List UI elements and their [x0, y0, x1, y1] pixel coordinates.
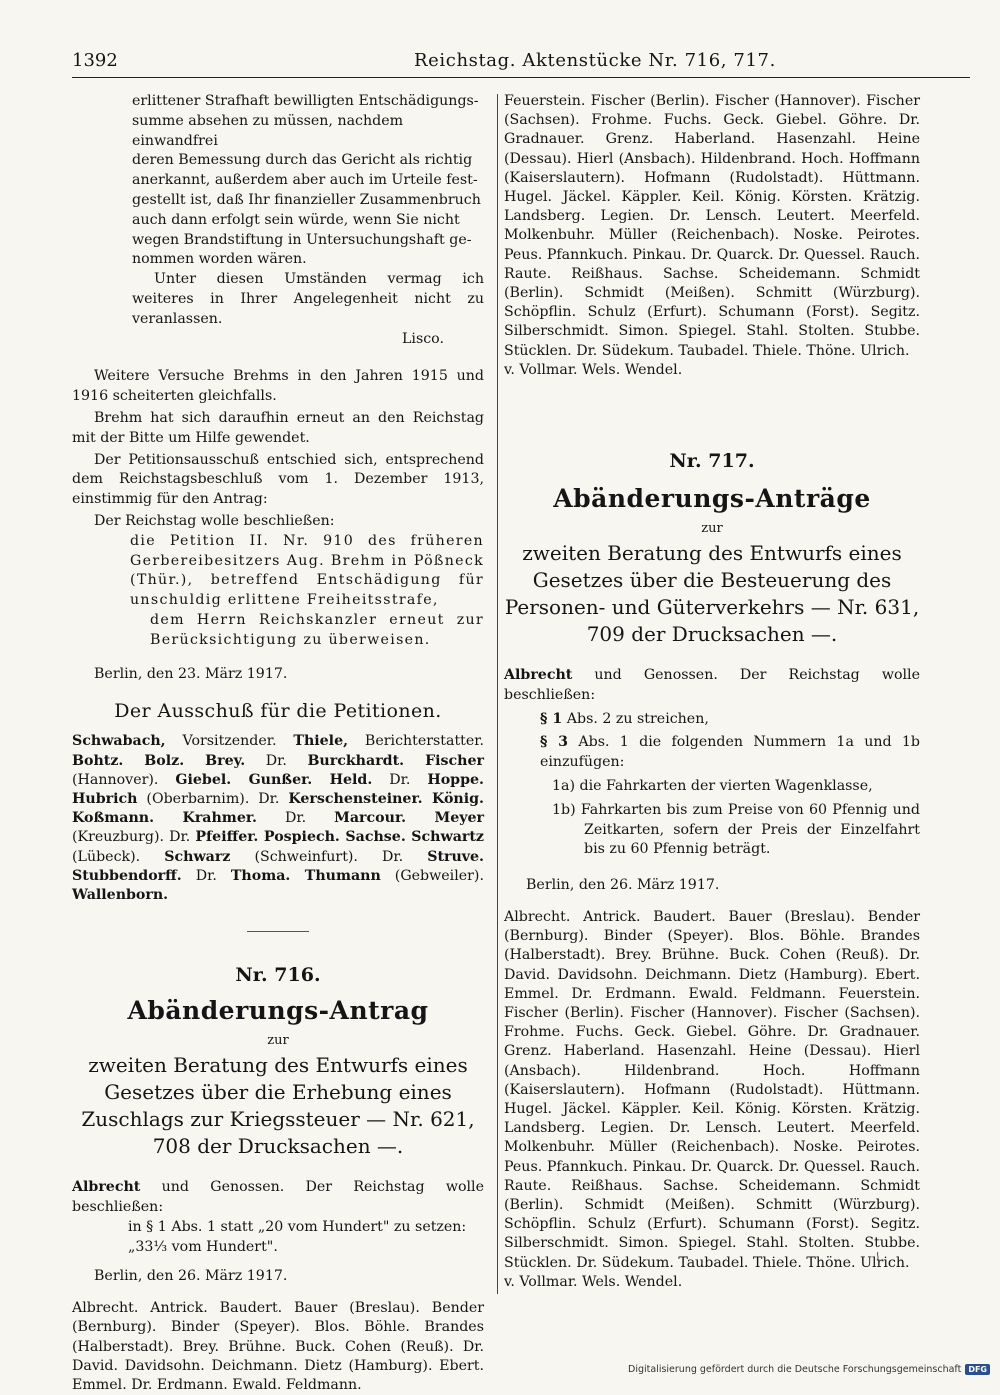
member-text: Thoma. Thumann — [230, 867, 381, 884]
right-column — [504, 92, 920, 1292]
heading-connector: zur — [267, 1033, 289, 1049]
proposer-name: Albrecht — [504, 667, 573, 684]
document-heading: Abänderungs-Anträge — [553, 484, 871, 514]
paragraph: Weitere Versuche Brehms in den Jahren 1915 und 1916 scheiterten gleichfalls. — [72, 368, 484, 405]
document-subheading: zweiten Beratung des Entwurfs eines Gesetzes über die Erhebung eines Zuschlags zur Kriegssteuer — Nr. 621, 708 der Drucksachen —. — [81, 1053, 475, 1159]
paragraph: Brehm hat sich daraufhin erneut an den Reichstag mit der Bitte um Hilfe gewendet. — [72, 409, 484, 446]
member-text: (Schweinfurt). Dr. — [230, 848, 428, 865]
amendment-text: Abs. 1 die folgenden Nummern 1a und 1b einzufügen: — [540, 734, 921, 771]
member-text: Dr. — [181, 867, 231, 884]
left-column — [72, 92, 484, 1395]
signatories-end: v. Vollmar. Wels. Wendel. — [504, 361, 683, 378]
member-text: Burckhardt. Fischer — [307, 752, 484, 769]
amendment-subitem: 1a) die Fahrkarten der vierten Wagenklasse, — [552, 778, 873, 795]
digitization-footer — [628, 1364, 990, 1375]
member-text: Marcour. Meyer — [334, 810, 484, 827]
committee-title: Der Ausschuß für die Petitionen. — [114, 700, 442, 723]
member-text: Dr. — [256, 810, 335, 827]
amendment-item — [504, 710, 920, 730]
proposer-text: und Genossen. Der Reichstag wolle beschließen: — [504, 667, 920, 703]
letter-close: Unter diesen Umständen vermag ich weiteres in Ihrer Angelegenheit nicht zu veranlassen. — [132, 271, 484, 327]
amendment-line: „33⅓ vom Hundert". — [128, 1238, 278, 1255]
date-line: Berlin, den 26. März 1917. — [526, 877, 720, 894]
member-text: (Hannover). — [72, 771, 176, 788]
section-ref: § 3 — [540, 734, 569, 751]
document-subheading: zweiten Beratung des Entwurfs eines Gesetzes über die Besteuerung des Personen- und Güterverkehrs — Nr. 631, 709 der Drucksachen —. — [504, 541, 920, 647]
amendment-subitem: 1b) Fahrkarten bis zum Preise von 60 Pfennig und Zeitkarten, sofern der Preis der Einzelfahrt bis zu 60 Pfennig beträgt. — [552, 801, 920, 858]
motion-body: die Petition II. Nr. 910 des früheren Gerbereibesitzers Aug. Brehm in Pößneck (Thür.), betreffend Entschädigung für unschuldig erlittene Freiheitsstrafe, — [130, 532, 484, 609]
page-header — [72, 50, 970, 76]
document-heading: Abänderungs-Antrag — [127, 996, 429, 1026]
signatories: Albrecht. Antrick. Baudert. Bauer (Breslau). Bender (Bernburg). Binder (Speyer). Blos. Böhle. Brandes (Halberstadt). Brey. Brühne. Buck. Cohen (Reuß). Dr. David. Davidsohn. Deichmann. Dietz (Hamburg). Ebert. Emmel. Dr. Erdmann. Ewald. Feldmann. — [72, 1300, 484, 1393]
running-title: Reichstag. Aktenstücke Nr. 716, 717. — [414, 50, 776, 71]
header-rule — [72, 77, 970, 78]
proposer-name: Albrecht — [72, 1179, 141, 1196]
member-text: Vorsitzender. — [165, 733, 294, 750]
member-text: Dr. — [245, 752, 308, 769]
member-text: Hoppe. Hubrich — [72, 771, 484, 807]
document-number: Nr. 717. — [669, 450, 755, 473]
date-line: Berlin, den 26. März 1917. — [94, 1268, 288, 1285]
column-divider — [497, 94, 498, 1294]
dfg-logo: DFG — [965, 1364, 990, 1375]
letter-line: auch dann erfolgt sein würde, wenn Sie nicht — [132, 211, 460, 228]
page-number: 1392 — [72, 50, 118, 71]
member-text: Bohtz. Bolz. Brey. — [72, 752, 246, 769]
member-text: Dr. — [372, 771, 428, 788]
footer-text: Digitalisierung gefördert durch die Deutsche Forschungsgemeinschaft — [628, 1364, 962, 1375]
letter-line: nommen worden wären. — [132, 251, 307, 268]
motion-intro: Der Reichstag wolle beschließen: — [94, 512, 335, 529]
letter-signature: Lisco. — [402, 330, 444, 347]
member-text: (Lübeck). — [72, 848, 165, 865]
heading-connector: zur — [701, 521, 723, 537]
section-separator — [247, 931, 309, 932]
letter-excerpt — [72, 92, 484, 349]
date-line: Berlin, den 23. März 1917. — [94, 665, 288, 682]
section-ref: § 1 — [540, 710, 563, 727]
member-text: Struve. Stubbendorff. — [72, 848, 485, 884]
member-text: Thiele, — [293, 733, 349, 750]
proposer-line — [72, 1178, 484, 1218]
member-text: Schwarz — [164, 848, 231, 865]
proposer-text: und Genossen. Der Reichstag wolle beschließen: — [72, 1179, 484, 1215]
letter-line: erlittener Strafhaft bewilligten Entschädigungs- — [132, 93, 479, 109]
member-text: Giebel. Gunßer. Held. — [175, 771, 373, 788]
signatories-end: v. Vollmar. Wels. Wendel. — [504, 1273, 683, 1290]
motion-end: dem Herrn Reichskanzler erneut zur Berücksichtigung zu überweisen. — [150, 611, 484, 648]
member-text: Pfeiffer. Pospiech. Sachse. Schwartz — [195, 829, 484, 846]
member-text: (Gebweiler). — [380, 867, 484, 884]
amendment-line: in § 1 Abs. 1 statt „20 vom Hundert" zu setzen: — [128, 1218, 467, 1235]
member-text: (Oberbarnim). Dr. — [137, 790, 289, 807]
signatories: Albrecht. Antrick. Baudert. Bauer (Breslau). Bender (Bernburg). Binder (Speyer). Blos. Böhle. Brandes (Halberstadt). Brey. Brühne. Buck. Cohen (Reuß). Dr. David. Davidsohn. Deichmann. Dietz (Hamburg). Ebert. Emmel. Dr. Erdmann. Ewald. Feldmann. Feuerstein. Fischer (Berlin). Fischer (Hannover). Fischer (Sachsen). Frohme. Fuchs. Geck. Giebel. Göhre. Dr. Gradnauer. Grenz. Haberland. Hasenzahl. Heine (Dessau). Hierl (Ansbach). Hildenbrand. Hoch. Hoffmann (Kaiserslautern). Hofmann (Rudolstadt). Hüttmann. Hugel. Jäckel. Käppler. Keil. König. Körsten. Krätzig. Landsberg. Legien. Dr. Lensch. Leutert. Meerfeld. Molkenbuhr. Müller (Reichenbach). Noske. Peirotes. Peus. Pfannkuch. Pinkau. Dr. Quarck. Dr. Quessel. Rauch. Raute. Reißhaus. Sachse. Scheidemann. Schmidt (Berlin). Schmidt (Meißen). Schmitt (Würzburg). Schöpflin. Schulz (Erfurt). Schumann (Forst). Segitz. Silberschmidt. Simon. Spiegel. Stahl. Stolten. Stubbe. Stücklen. Dr. Südekum. Taubadel. Thiele. Thöne. Ulrich. — [504, 909, 920, 1271]
letter-line: gestellt ist, daß Ihr finanzieller Zusammenbruch — [132, 191, 481, 208]
member-text: Wallenborn. — [72, 886, 169, 903]
letter-line: deren Bemessung durch das Gericht als richtig — [132, 152, 473, 169]
letter-line: summe absehen zu müssen, nachdem einwandfrei — [132, 112, 404, 149]
document-number: Nr. 716. — [235, 964, 321, 987]
paragraph: Der Petitionsausschuß entschied sich, entsprechend dem Reichstagsbeschluß vom 1. Dezember 1913, einstimmig für den Antrag: — [72, 451, 484, 508]
letter-line: wegen Brandstiftung in Untersuchungshaft ge- — [132, 231, 472, 248]
signatories-continued: Feuerstein. Fischer (Berlin). Fischer (Hannover). Fischer (Sachsen). Frohme. Fuchs. Geck. Giebel. Göhre. Dr. Gradnauer. Grenz. Haberland. Hasenzahl. Heine (Dessau). Hierl (Ansbach). Hildenbrand. Hoch. Hoffmann (Kaiserslautern). Hofmann (Rudolstadt). Hüttmann. Hugel. Jäckel. Käppler. Keil. König. Körsten. Krätzig. Landsberg. Legien. Dr. Lensch. Leutert. Meerfeld. Molkenbuhr. Müller (Reichenbach). Noske. Peirotes. Peus. Pfannkuch. Pinkau. Dr. Quarck. Dr. Quessel. Rauch. Raute. Reißhaus. Sachse. Scheidemann. Schmidt (Berlin). Schmidt (Meißen). Schmitt (Würzburg). Schöpflin. Schulz (Erfurt). Schumann (Forst). Segitz. Silberschmidt. Simon. Spiegel. Stahl. Stolten. Stubbe. Stücklen. Dr. Südekum. Taubadel. Thiele. Thöne. Ulrich. — [504, 93, 920, 359]
letter-line: anerkannt, außerdem aber auch im Urteile fest- — [132, 172, 478, 189]
member-text: Kerschensteiner. König. Koßmann. Krahmer. — [72, 790, 484, 827]
committee-members — [72, 732, 484, 905]
amendment-item — [504, 733, 920, 773]
member-text: (Kreuzburg). Dr. — [72, 829, 196, 846]
member-text: Berichterstatter. — [348, 733, 484, 750]
proposer-line — [504, 666, 920, 706]
amendment-text: Abs. 2 zu streichen, — [562, 710, 709, 727]
ink-mark-icon — [874, 1251, 882, 1263]
member-text: Schwabach, — [72, 733, 166, 750]
